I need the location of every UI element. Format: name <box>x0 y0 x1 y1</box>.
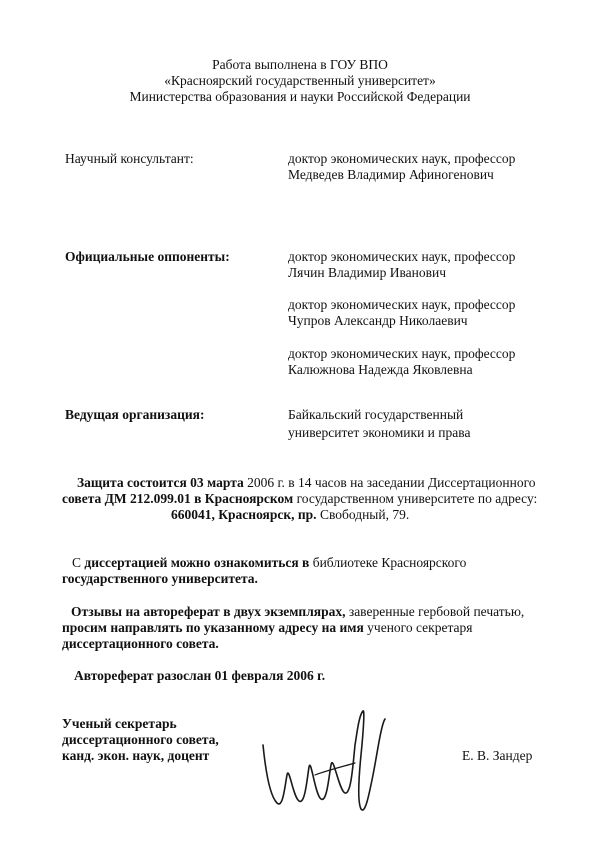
sent-date: Автореферат разослан 01 февраля 2006 г. <box>74 668 326 683</box>
defense-line-3: 660041, Красноярск, пр. Свободный, 79. <box>171 507 410 522</box>
header-line-2: «Красноярский государственный университет» <box>164 73 436 88</box>
consultant-label: Научный консультант: <box>65 151 194 166</box>
organization-line-2: университет экономики и права <box>288 425 471 440</box>
secretary-line-1: Ученый секретарь <box>62 716 177 731</box>
consultant-degree: доктор экономических наук, профессор <box>288 151 516 166</box>
organization-line-1: Байкальский государственный <box>288 407 464 422</box>
reviews-line-1: Отзывы на автореферат в двух экземплярах, заверенные гербовой печатью, <box>71 604 525 619</box>
opponent-2-degree: доктор экономических наук, профессор <box>288 297 516 312</box>
library-line-1: С диссертацией можно ознакомиться в библиотеке Красноярского <box>72 555 467 570</box>
opponent-1-degree: доктор экономических наук, профессор <box>288 249 516 264</box>
defense-line-1: Защита состоится 03 марта 2006 г. в 14 часов на заседании Диссертационного <box>77 475 536 490</box>
reviews-line-2: просим направлять по указанному адресу на имя ученого секретаря <box>62 620 473 635</box>
library-line-2: государственного университета. <box>62 571 258 586</box>
reviews-line-3: диссертационного совета. <box>62 636 219 651</box>
defense-line-2: совета ДМ 212.099.01 в Красноярском государственном университете по адресу: <box>62 491 538 506</box>
opponent-3-degree: доктор экономических наук, профессор <box>288 346 516 361</box>
secretary-line-2: диссертационного совета, <box>62 732 219 747</box>
organization-label: Ведущая организация: <box>65 407 205 422</box>
opponent-2-name: Чупров Александр Николаевич <box>288 313 468 328</box>
consultant-name: Медведев Владимир Афиногенович <box>288 167 494 182</box>
secretary-line-3: канд. экон. наук, доцент <box>62 748 210 763</box>
opponent-3-name: Калюжнова Надежда Яковлевна <box>288 362 473 377</box>
secretary-name: Е. В. Зандер <box>462 748 533 763</box>
opponent-1-name: Лячин Владимир Иванович <box>288 265 446 280</box>
opponents-label: Официальные оппоненты: <box>65 249 230 264</box>
signature-image <box>255 705 395 820</box>
header-line-3: Министерства образования и науки Российской Федерации <box>129 89 471 104</box>
header-line-1: Работа выполнена в ГОУ ВПО <box>212 57 388 72</box>
